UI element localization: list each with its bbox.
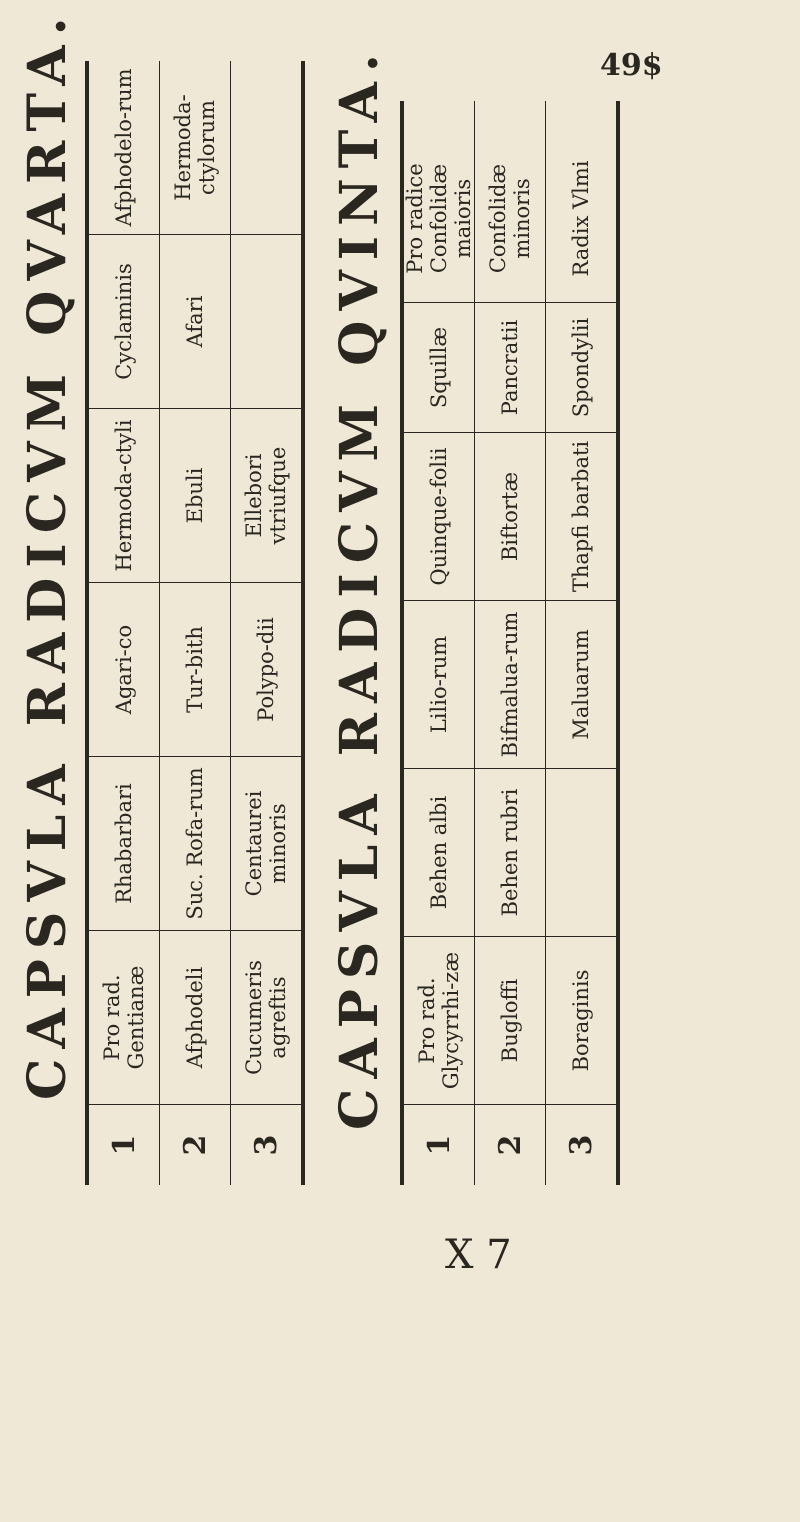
table-cell: Pro radice Confolidæ maioris <box>404 135 474 303</box>
table-cell: Bifmalua-rum <box>475 601 545 769</box>
table-cell: Radix Vlmi <box>546 135 616 303</box>
table-cell: Afphodelo-rum <box>89 61 159 235</box>
table-cell: Suc. Rofa-rum <box>160 757 230 931</box>
table-cell: Behen rubri <box>475 769 545 937</box>
row-number: 1 <box>421 1134 457 1156</box>
table-cell: Hermoda-ctyli <box>89 409 159 583</box>
table-cell: Behen albi <box>404 769 474 937</box>
row-number: 1 <box>106 1134 142 1156</box>
table-cell: Lilio-rum <box>404 601 474 769</box>
table-cell: Pro rad. Glycyrrhi-zæ <box>404 937 474 1105</box>
table5-row-2 <box>475 101 546 1185</box>
table-cell: Cucumeris agreftis <box>231 931 301 1105</box>
row-number: 2 <box>177 1134 213 1156</box>
table-cell: Bugloffi <box>475 937 545 1105</box>
table-cell: Pancratii <box>475 303 545 433</box>
row-number: 3 <box>563 1134 599 1156</box>
table-cell: Quinque-folii <box>404 433 474 601</box>
table-cell: Afphodeli <box>160 931 230 1105</box>
table5-heading: CAPSVLA RADICVM QVINTA. <box>329 44 390 1130</box>
table-cell: Ellebori vtriufque <box>231 409 301 583</box>
table4-row-3 <box>231 61 301 1185</box>
table5 <box>400 101 620 1185</box>
table-cell: Rhabarbari <box>89 757 159 931</box>
table4-heading: CAPSVLA RADICVM QVARTA. <box>17 7 78 1100</box>
page-number: 49$ <box>600 48 663 83</box>
table4 <box>85 61 305 1185</box>
table-cell: Tur-bith <box>160 583 230 757</box>
table-cell: Centaurei minoris <box>231 757 301 931</box>
table-cell: Maluarum <box>546 601 616 769</box>
table-cell: Boraginis <box>546 937 616 1105</box>
table5-row-3 <box>546 101 616 1185</box>
table4-row-2 <box>160 61 231 1185</box>
row-number: 2 <box>492 1134 528 1156</box>
table-cell: Pro rad. Gentianæ <box>89 931 159 1105</box>
table4-row-1 <box>89 61 160 1185</box>
table-cell: Thapfi barbati <box>546 433 616 601</box>
table-cell: Spondylii <box>546 303 616 433</box>
table-cell: Polypo-dii <box>231 583 301 757</box>
table-cell <box>231 61 301 235</box>
signature-mark: X 7 <box>445 1232 512 1278</box>
table-cell <box>231 235 301 409</box>
table5-row-1 <box>404 101 475 1185</box>
table-cell: Agari-co <box>89 583 159 757</box>
table-cell: Cyclaminis <box>89 235 159 409</box>
table-cell: Ebuli <box>160 409 230 583</box>
row-number: 3 <box>248 1134 284 1156</box>
table-cell: Squillæ <box>404 303 474 433</box>
table-cell: Confolidæ minoris <box>475 135 545 303</box>
table-cell <box>546 769 616 937</box>
table-cell: Hermoda-ctylorum <box>160 61 230 235</box>
table-cell: Afari <box>160 235 230 409</box>
table-cell: Biftortæ <box>475 433 545 601</box>
